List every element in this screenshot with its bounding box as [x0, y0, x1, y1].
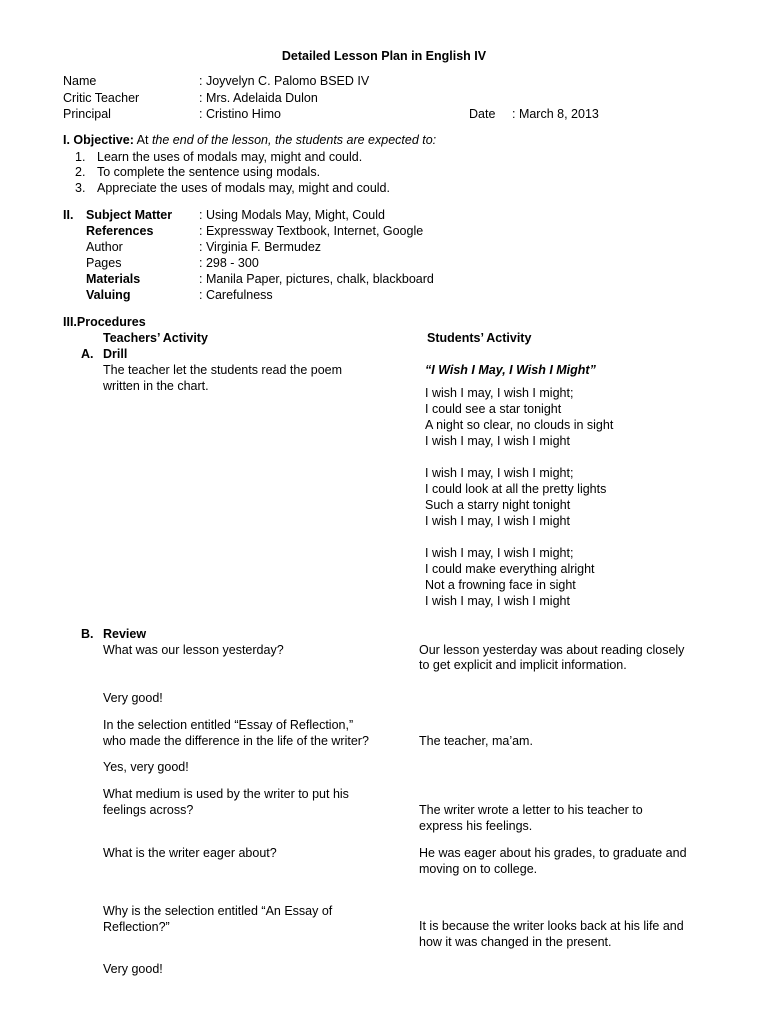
poem-line: I wish I may, I wish I might; — [425, 466, 574, 480]
review-student-a3-line2: express his feelings. — [419, 819, 533, 833]
poem-line: I could make everything alright — [425, 562, 595, 576]
poem-line: I wish I may, I wish I might — [425, 594, 570, 608]
review-student-a4-line1: He was eager about his grades, to graduate and — [419, 846, 687, 860]
review-student-a1-line2: to get explicit and implicit information. — [419, 658, 627, 672]
date-label: Date — [469, 107, 496, 121]
teachers-activity-heading: Teachers’ Activity — [103, 331, 208, 345]
poem-title: “I Wish I May, I Wish I Might” — [425, 363, 596, 377]
author-label: Author — [86, 240, 123, 254]
subject-matter-label: Subject Matter — [86, 208, 173, 222]
principal-value: : Cristino Himo — [199, 107, 281, 121]
drill-label: Drill — [103, 347, 128, 361]
poem-line: I could look at all the pretty lights — [425, 482, 607, 496]
review-teacher-q1: What was our lesson yesterday? — [103, 643, 284, 657]
critic-teacher-label: Critic Teacher — [63, 91, 140, 105]
review-teacher-q3-line2: feelings across? — [103, 803, 194, 817]
document-title: Detailed Lesson Plan in English IV — [281, 49, 487, 63]
objective-item-3: Appreciate the uses of modals may, might and could. — [97, 181, 390, 195]
review-teacher-q2-line2: who made the difference in the life of the writer? — [103, 734, 369, 748]
drill-letter: A. — [81, 347, 94, 361]
materials-label: Materials — [86, 272, 141, 286]
subject-roman: II. — [63, 208, 74, 222]
poem-line: I could see a star tonight — [425, 402, 562, 416]
review-teacher-q3-line1: What medium is used by the writer to put his — [103, 787, 349, 801]
pages-label: Pages — [86, 256, 122, 270]
review-teacher-q4: What is the writer eager about? — [103, 846, 277, 860]
review-teacher-praise: Very good! — [103, 691, 163, 705]
review-student-a3-line1: The writer wrote a letter to his teacher to — [419, 803, 643, 817]
objective-intro: I. Objective: At the end of the lesson, the students are expected to: — [63, 133, 437, 147]
poem-line: I wish I may, I wish I might; — [425, 386, 574, 400]
drill-teacher-line-2: written in the chart. — [103, 379, 209, 393]
review-teacher-praise: Yes, very good! — [103, 760, 189, 774]
principal-label: Principal — [63, 107, 111, 121]
poem-line: I wish I may, I wish I might; — [425, 546, 574, 560]
review-teacher-praise: Very good! — [103, 962, 163, 976]
poem-line: Such a starry night tonight — [425, 498, 571, 512]
review-student-a4-line2: moving on to college. — [419, 862, 538, 876]
name-label: Name — [63, 74, 97, 88]
objective-heading: I. Objective: — [63, 133, 134, 147]
review-teacher-q5-line2: Reflection?” — [103, 920, 170, 934]
objective-num-3: 3. — [75, 181, 86, 195]
review-teacher-q2-line1: In the selection entitled “Essay of Reflection,” — [103, 718, 354, 732]
objective-num-2: 2. — [75, 165, 86, 179]
review-student-a5-line1: It is because the writer looks back at his life and — [419, 919, 684, 933]
poem-line: I wish I may, I wish I might — [425, 434, 570, 448]
valuing-value: : Carefulness — [199, 288, 273, 302]
critic-teacher-value: : Mrs. Adelaida Dulon — [199, 91, 318, 105]
review-label: Review — [103, 627, 147, 641]
poem-line: Not a frowning face in sight — [425, 578, 576, 592]
review-student-a5-line2: how it was changed in the present. — [419, 935, 612, 949]
references-label: References — [86, 224, 154, 238]
drill-teacher-line-1: The teacher let the students read the poem — [103, 363, 343, 377]
pages-value: : 298 - 300 — [199, 256, 259, 270]
references-value: : Expressway Textbook, Internet, Google — [199, 224, 424, 238]
date-value: : March 8, 2013 — [512, 107, 599, 121]
poem-line: I wish I may, I wish I might — [425, 514, 570, 528]
procedures-heading: III.Procedures — [63, 315, 146, 329]
valuing-label: Valuing — [86, 288, 131, 302]
review-letter: B. — [81, 627, 94, 641]
objective-item-2: To complete the sentence using modals. — [97, 165, 321, 179]
subject-matter-value: : Using Modals May, Might, Could — [199, 208, 385, 222]
author-value: : Virginia F. Bermudez — [199, 240, 322, 254]
name-value: : Joyvelyn C. Palomo BSED IV — [199, 74, 370, 88]
poem-line: A night so clear, no clouds in sight — [425, 418, 614, 432]
review-student-a2: The teacher, ma’am. — [419, 734, 533, 748]
review-teacher-q5-line1: Why is the selection entitled “An Essay of — [103, 904, 333, 918]
objective-num-1: 1. — [75, 150, 86, 164]
students-activity-heading: Students’ Activity — [427, 331, 532, 345]
objective-item-1: Learn the uses of modals may, might and could. — [97, 150, 363, 164]
review-student-a1-line1: Our lesson yesterday was about reading closely — [419, 643, 685, 657]
materials-value: : Manila Paper, pictures, chalk, blackboard — [199, 272, 434, 286]
